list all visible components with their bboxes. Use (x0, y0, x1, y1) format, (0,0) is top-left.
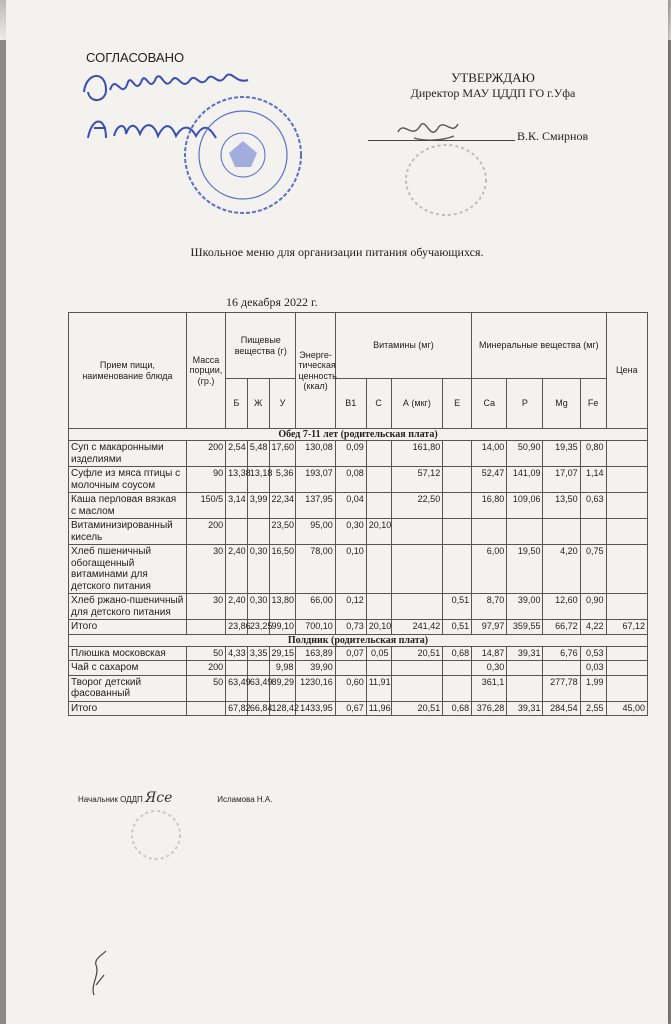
footer-signature-block (78, 790, 272, 806)
cell-price (606, 545, 647, 594)
cell-zh: 0,30 (247, 594, 269, 620)
dish-name: Творог детский фасованный (69, 675, 187, 701)
cell-price: 45,00 (606, 701, 647, 716)
cell-mass: 90 (186, 467, 225, 493)
cell-e (443, 441, 472, 467)
cell-zh: 5,48 (247, 441, 269, 467)
cell-p: 359,55 (507, 620, 543, 635)
cell-mg: 13,50 (543, 493, 580, 519)
cell-b1 (335, 661, 366, 676)
cell-mass: 200 (186, 519, 225, 545)
approval-block (398, 70, 588, 101)
dish-name: Хлеб ржано-пшеничный для детского питания (69, 594, 187, 620)
cell-mg: 277,78 (543, 675, 580, 701)
section-title: Обед 7-11 лет (родительская плата) (69, 429, 648, 441)
cell-e: 0,68 (443, 646, 472, 661)
cell-fe: 4,22 (580, 620, 606, 635)
cell-c (366, 594, 391, 620)
cell-c (366, 467, 391, 493)
cell-fe: 0,03 (580, 661, 606, 676)
cell-c: 20,10 (366, 519, 391, 545)
cell-a (391, 661, 443, 676)
sub-header: Mg (543, 379, 580, 429)
cell-price (606, 441, 647, 467)
cell-ca: 361,1 (472, 675, 507, 701)
cell-e (443, 675, 472, 701)
cell-kcal: 137,95 (296, 493, 335, 519)
cell-price (606, 594, 647, 620)
cell-ca (472, 519, 507, 545)
cell-ca: 0,30 (472, 661, 507, 676)
cell-zh: 63,49 (247, 675, 269, 701)
sub-header: А (мкг) (391, 379, 443, 429)
cell-fe: 2,55 (580, 701, 606, 716)
cell-u: 16,50 (269, 545, 296, 594)
cell-c (366, 493, 391, 519)
cell-u: 17,60 (269, 441, 296, 467)
cell-mass: 50 (186, 646, 225, 661)
cell-b: 23,86 (226, 620, 248, 635)
table-row (69, 594, 648, 620)
cell-b: 13,38 (226, 467, 248, 493)
col-nutrients-header: Пищевые вещества (г) (226, 313, 296, 379)
cell-mass: 150/5 (186, 493, 225, 519)
cell-mass (186, 701, 225, 716)
cell-fe: 0,53 (580, 646, 606, 661)
cell-a (391, 545, 443, 594)
cell-ca: 14,00 (472, 441, 507, 467)
cell-fe: 0,63 (580, 493, 606, 519)
cell-e: 0,68 (443, 701, 472, 716)
cell-a (391, 594, 443, 620)
cell-price (606, 493, 647, 519)
cell-mass: 30 (186, 545, 225, 594)
director-title: Директор МАУ ЦДДП ГО г.Уфа (410, 86, 576, 100)
cell-u: 23,50 (269, 519, 296, 545)
cell-ca: 16,80 (472, 493, 507, 519)
cell-b1: 0,60 (335, 675, 366, 701)
cell-u: 9,98 (269, 661, 296, 676)
cell-zh: 3,35 (247, 646, 269, 661)
cell-zh: 66,84 (247, 701, 269, 716)
cell-mg: 284,54 (543, 701, 580, 716)
sub-header: P (507, 379, 543, 429)
cell-price (606, 675, 647, 701)
cell-a: 20,51 (391, 701, 443, 716)
cell-p: 39,31 (507, 646, 543, 661)
cell-a (391, 675, 443, 701)
menu-table (68, 312, 648, 716)
cell-mass: 200 (186, 661, 225, 676)
cell-p: 19,50 (507, 545, 543, 594)
cell-zh: 13,18 (247, 467, 269, 493)
sub-header: Ж (247, 379, 269, 429)
footer-position: Начальник ОДДП (78, 795, 143, 804)
cell-p: 39,00 (507, 594, 543, 620)
dish-name: Каша перловая вязкая с маслом (69, 493, 187, 519)
cell-kcal: 1230,16 (296, 675, 335, 701)
cell-u: 5,36 (269, 467, 296, 493)
cell-price (606, 661, 647, 676)
cell-b1: 0,67 (335, 701, 366, 716)
table-row (69, 441, 648, 467)
cell-a: 241,42 (391, 620, 443, 635)
cell-b1: 0,12 (335, 594, 366, 620)
cell-b1: 0,07 (335, 646, 366, 661)
cell-p (507, 519, 543, 545)
cell-b (226, 519, 248, 545)
faded-stamp-small (126, 805, 186, 865)
cell-mg: 6,76 (543, 646, 580, 661)
cell-mg: 4,20 (543, 545, 580, 594)
cell-c: 0,05 (366, 646, 391, 661)
cell-mg: 19,35 (543, 441, 580, 467)
cell-kcal: 163,89 (296, 646, 335, 661)
cell-c: 20,10 (366, 620, 391, 635)
cell-kcal: 1433,95 (296, 701, 335, 716)
section-row (69, 634, 648, 646)
cell-a: 161,80 (391, 441, 443, 467)
cell-zh: 3,99 (247, 493, 269, 519)
table-row (69, 545, 648, 594)
cell-p: 50,90 (507, 441, 543, 467)
cell-b1: 0,30 (335, 519, 366, 545)
table-row (69, 646, 648, 661)
cell-b: 4,33 (226, 646, 248, 661)
margin-scribble (86, 945, 116, 1005)
total-row (69, 620, 648, 635)
director-name: В.К. Смирнов (517, 129, 589, 143)
sub-header: Ca (472, 379, 507, 429)
cell-fe (580, 519, 606, 545)
cell-p: 141,09 (507, 467, 543, 493)
col-price-header: Цена (606, 313, 647, 429)
cell-mg: 66,72 (543, 620, 580, 635)
faded-stamp (401, 140, 491, 220)
cell-ca: 376,28 (472, 701, 507, 716)
menu-body (69, 429, 648, 716)
dish-name: Плюшка московская (69, 646, 187, 661)
sub-header: B1 (335, 379, 366, 429)
cell-kcal: 130,08 (296, 441, 335, 467)
document-title: Школьное меню для организации питания обучающихся. (190, 245, 484, 259)
cell-e (443, 519, 472, 545)
sub-header: У (269, 379, 296, 429)
table-row (69, 467, 648, 493)
cell-fe: 0,80 (580, 441, 606, 467)
table-row (69, 661, 648, 676)
cell-zh (247, 519, 269, 545)
sub-header: Б (226, 379, 248, 429)
dish-name: Витаминизированный кисель (69, 519, 187, 545)
cell-u: 13,80 (269, 594, 296, 620)
cell-b1: 0,08 (335, 467, 366, 493)
cell-b1: 0,09 (335, 441, 366, 467)
cell-zh: 23,25 (247, 620, 269, 635)
cell-e (443, 493, 472, 519)
section-title: Полдник (родительская плата) (69, 634, 648, 646)
cell-fe: 1,14 (580, 467, 606, 493)
cell-b: 2,54 (226, 441, 248, 467)
cell-fe: 0,90 (580, 594, 606, 620)
cell-p: 109,06 (507, 493, 543, 519)
cell-a: 20,51 (391, 646, 443, 661)
table-row (69, 493, 648, 519)
col-mass-header: Масса порции, (гр.) (186, 313, 225, 429)
dish-name: Суп с макаронными изделиями (69, 441, 187, 467)
cell-u: 89,29 (269, 675, 296, 701)
table-row (69, 519, 648, 545)
sub-header: Fe (580, 379, 606, 429)
cell-c: 11,96 (366, 701, 391, 716)
cell-b1: 0,04 (335, 493, 366, 519)
cell-a (391, 519, 443, 545)
cell-price: 67,12 (606, 620, 647, 635)
document-page (6, 0, 668, 1024)
cell-b: 2,40 (226, 545, 248, 594)
cell-e: 0,51 (443, 594, 472, 620)
cell-u: 128,42 (269, 701, 296, 716)
table-row (69, 675, 648, 701)
cell-b1: 0,73 (335, 620, 366, 635)
sub-header: Е (443, 379, 472, 429)
cell-c: 11,91 (366, 675, 391, 701)
cell-e (443, 545, 472, 594)
cell-p (507, 675, 543, 701)
cell-ca: 14,87 (472, 646, 507, 661)
cell-u: 29,15 (269, 646, 296, 661)
cell-c (366, 441, 391, 467)
cell-mg (543, 661, 580, 676)
cell-e (443, 467, 472, 493)
cell-p: 39,31 (507, 701, 543, 716)
cell-kcal: 700,10 (296, 620, 335, 635)
dish-name: Чай с сахаром (69, 661, 187, 676)
approved-label: УТВЕРЖДАЮ (451, 70, 535, 85)
cell-kcal: 95,00 (296, 519, 335, 545)
cell-fe: 1,99 (580, 675, 606, 701)
agreed-label: СОГЛАСОВАНО (86, 50, 185, 65)
cell-mg: 12,60 (543, 594, 580, 620)
col-meal-header: Прием пищи, наименование блюда (69, 313, 187, 429)
sub-header: C (366, 379, 391, 429)
dish-name: Суфле из мяса птицы с молочным соусом (69, 467, 187, 493)
cell-b: 67,82 (226, 701, 248, 716)
cell-ca: 97,97 (472, 620, 507, 635)
cell-a: 57,12 (391, 467, 443, 493)
cell-mass: 50 (186, 675, 225, 701)
cell-b: 3,14 (226, 493, 248, 519)
col-minerals-header: Минеральные вещества (мг) (472, 313, 606, 379)
cell-p (507, 661, 543, 676)
cell-ca: 52,47 (472, 467, 507, 493)
menu-date: 16 декабря 2022 г. (226, 295, 318, 309)
cell-zh: 0,30 (247, 545, 269, 594)
cell-mg: 17,07 (543, 467, 580, 493)
cell-b: 2,40 (226, 594, 248, 620)
cell-kcal: 193,07 (296, 467, 335, 493)
cell-mg (543, 519, 580, 545)
col-energy-header: Энерге-тическая ценность (ккал) (296, 313, 335, 429)
dish-name: Итого (69, 701, 187, 716)
cell-kcal: 78,00 (296, 545, 335, 594)
cell-e (443, 661, 472, 676)
cell-c (366, 661, 391, 676)
cell-ca: 8,70 (472, 594, 507, 620)
cell-zh (247, 661, 269, 676)
cell-price (606, 467, 647, 493)
cell-b1: 0,10 (335, 545, 366, 594)
cell-b (226, 661, 248, 676)
total-row (69, 701, 648, 716)
cell-kcal: 39,90 (296, 661, 335, 676)
cell-c (366, 545, 391, 594)
section-row (69, 429, 648, 441)
cell-price (606, 519, 647, 545)
cell-a: 22,50 (391, 493, 443, 519)
cell-u: 99,10 (269, 620, 296, 635)
cell-mass: 200 (186, 441, 225, 467)
cell-price (606, 646, 647, 661)
cell-mass: 30 (186, 594, 225, 620)
dish-name: Итого (69, 620, 187, 635)
cell-e: 0,51 (443, 620, 472, 635)
cell-kcal: 66,00 (296, 594, 335, 620)
round-stamp (181, 93, 306, 218)
footer-signature: Ясе (144, 790, 173, 806)
cell-mass (186, 620, 225, 635)
cell-ca: 6,00 (472, 545, 507, 594)
footer-name: Исламова Н.А. (217, 795, 273, 804)
col-vitamins-header: Витамины (мг) (335, 313, 471, 379)
cell-fe: 0,75 (580, 545, 606, 594)
dish-name: Хлеб пшеничный обогащенный витаминами для детского питания (69, 545, 187, 594)
cell-b: 63,49 (226, 675, 248, 701)
cell-u: 22,34 (269, 493, 296, 519)
